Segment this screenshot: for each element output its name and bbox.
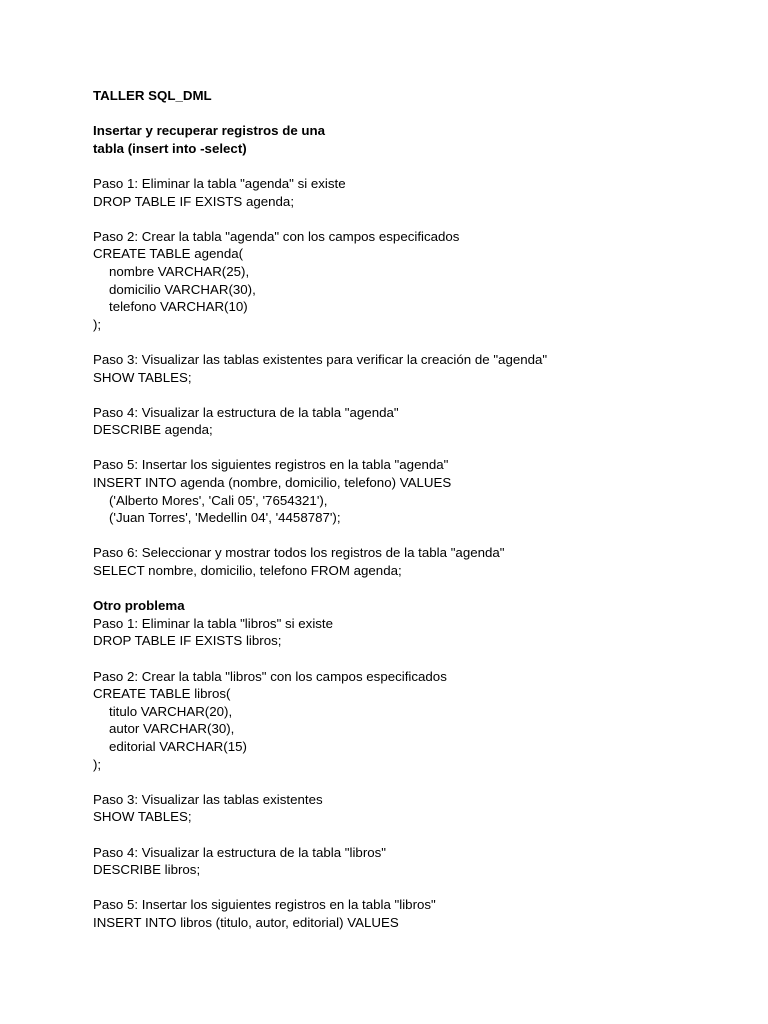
s1-step2-sql-close: ); <box>93 316 102 332</box>
document-body <box>93 87 713 932</box>
section2-heading: Otro problema <box>93 598 185 614</box>
subtitle-line-1: Insertar y recuperar registros de una <box>93 123 326 139</box>
s1-step1-description: Paso 1: Eliminar la tabla "agenda" si existe <box>93 175 346 191</box>
spacer <box>93 773 713 791</box>
document-title: TALLER SQL_DML <box>93 88 212 103</box>
spacer <box>93 386 713 404</box>
s1-value-line: ('Alberto Mores', 'Cali 05', '7654321'), <box>109 492 328 508</box>
s2-step2-sql-close: ); <box>93 756 102 772</box>
s1-value-line: ('Juan Torres', 'Medellin 04', '4458787'); <box>109 510 341 526</box>
s2-step4-sql: DESCRIBE libros; <box>93 862 201 878</box>
s2-step5-sql: INSERT INTO libros (titulo, autor, editorial) VALUES <box>93 914 399 930</box>
s2-field-line: editorial VARCHAR(15) <box>109 738 247 754</box>
spacer <box>93 527 713 545</box>
s1-step1-sql: DROP TABLE IF EXISTS agenda; <box>93 193 295 209</box>
s2-field-line: autor VARCHAR(30), <box>109 721 235 737</box>
spacer <box>93 650 713 668</box>
s1-step5-sql: INSERT INTO agenda (nombre, domicilio, telefono) VALUES <box>93 475 452 491</box>
spacer <box>93 826 713 844</box>
spacer <box>93 210 713 228</box>
s2-step1-description: Paso 1: Eliminar la tabla "libros" si existe <box>93 615 334 631</box>
s1-field-line: telefono VARCHAR(10) <box>109 299 248 315</box>
s1-step3-sql: SHOW TABLES; <box>93 369 192 385</box>
s2-step2-sql-open: CREATE TABLE libros( <box>93 686 231 702</box>
s1-step5-description: Paso 5: Insertar los siguientes registros en la tabla "agenda" <box>93 457 449 473</box>
s1-field-line: nombre VARCHAR(25), <box>109 263 250 279</box>
s2-step1-sql: DROP TABLE IF EXISTS libros; <box>93 633 282 649</box>
s1-field-line: domicilio VARCHAR(30), <box>109 281 256 297</box>
s2-step4-description: Paso 4: Visualizar la estructura de la tabla "libros" <box>93 844 387 860</box>
spacer <box>93 439 713 457</box>
s1-step2-sql-open: CREATE TABLE agenda( <box>93 246 244 262</box>
s2-step3-description: Paso 3: Visualizar las tablas existentes <box>93 791 323 807</box>
s1-step4-description: Paso 4: Visualizar la estructura de la tabla "agenda" <box>93 404 399 420</box>
s2-step2-description: Paso 2: Crear la tabla "libros" con los campos especificados <box>93 668 447 684</box>
spacer <box>93 333 713 351</box>
spacer <box>93 580 713 598</box>
s2-step3-sql: SHOW TABLES; <box>93 809 192 825</box>
subtitle-line-2: tabla (insert into -select) <box>93 140 247 156</box>
s2-step5-description: Paso 5: Insertar los siguientes registros en la tabla "libros" <box>93 897 436 913</box>
s2-field-line: titulo VARCHAR(20), <box>109 703 233 719</box>
s1-step4-sql: DESCRIBE agenda; <box>93 422 213 438</box>
s1-step6-sql: SELECT nombre, domicilio, telefono FROM agenda; <box>93 563 402 579</box>
s1-step2-description: Paso 2: Crear la tabla "agenda" con los campos especificados <box>93 228 460 244</box>
spacer <box>93 157 713 175</box>
s1-step6-description: Paso 6: Seleccionar y mostrar todos los registros de la tabla "agenda" <box>93 545 505 561</box>
spacer <box>93 879 713 897</box>
spacer <box>93 105 713 123</box>
s1-step3-description: Paso 3: Visualizar las tablas existentes para verificar la creación de "agenda" <box>93 351 548 367</box>
